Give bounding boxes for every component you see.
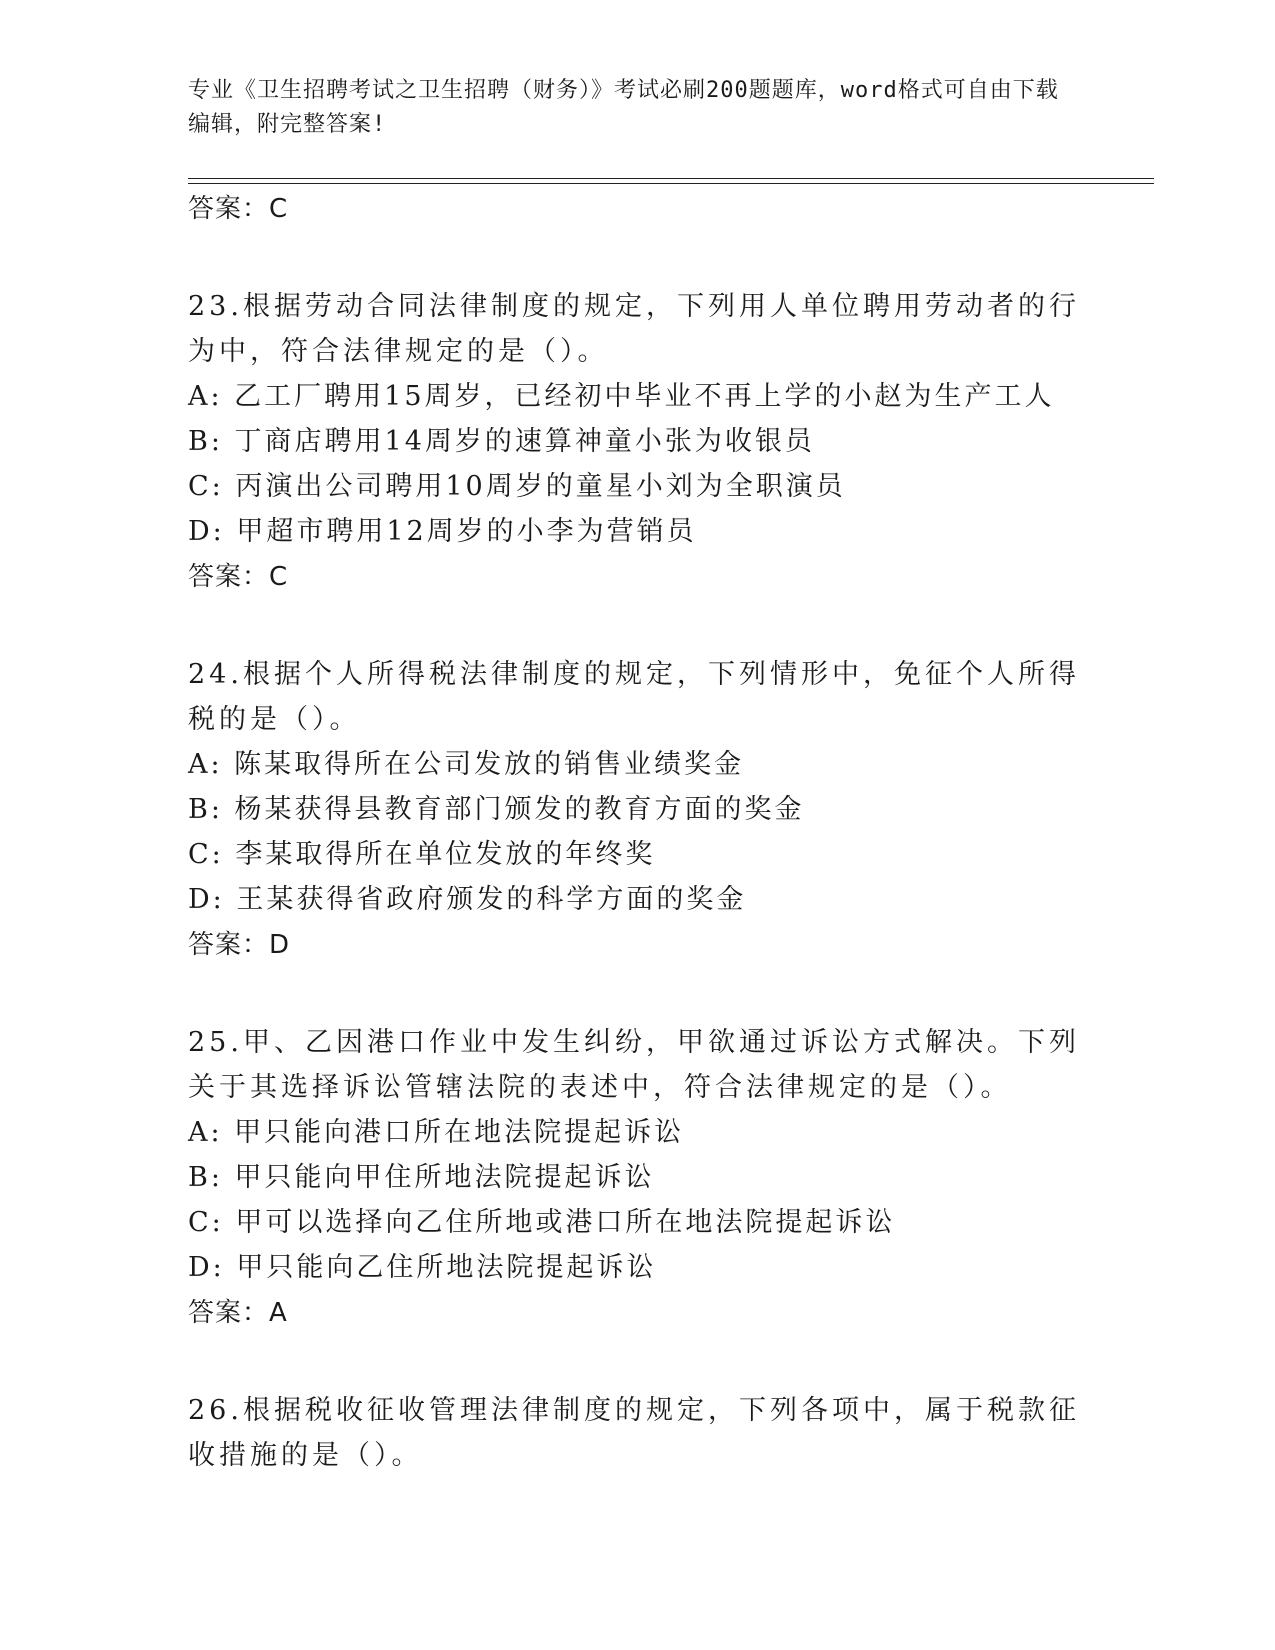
header-text: 专业《卫生招聘考试之卫生招聘（财务）》考试必刷200题题库，word格式可自由下载编辑，附完整答案! — [188, 78, 1059, 137]
answer-line: 答案：D — [188, 930, 291, 960]
option-a: A: 乙工厂聘用15周岁，已经初中毕业不再上学的小赵为生产工人 — [188, 381, 1055, 412]
option-a: A: 甲只能向港口所在地法院提起诉讼 — [188, 1117, 685, 1148]
option-a: A: 陈某取得所在公司发放的销售业绩奖金 — [188, 749, 745, 780]
answer-line: 答案：C — [188, 194, 289, 224]
question-text: 24.根据个人所得税法律制度的规定，下列情形中，免征个人所得税的是（）。 — [188, 659, 1080, 735]
answer-line: 答案：A — [188, 1298, 288, 1328]
option-d: D: 甲超市聘用12周岁的小李为营销员 — [188, 516, 697, 547]
option-c: C: 甲可以选择向乙住所地或港口所在地法院提起诉讼 — [188, 1207, 896, 1238]
question-24 — [188, 652, 1088, 968]
question-text: 25.甲、乙因港口作业中发生纠纷，甲欲通过诉讼方式解决。下列关于其选择诉讼管辖法院的表述中，符合法律规定的是（）。 — [188, 1027, 1080, 1103]
option-d: D: 甲只能向乙住所地法院提起诉讼 — [188, 1252, 657, 1283]
question-23 — [188, 284, 1088, 600]
document-header — [188, 74, 1068, 142]
option-c: C: 李某取得所在单位发放的年终奖 — [188, 839, 656, 870]
answer-line: 答案：C — [188, 562, 289, 592]
question-26 — [188, 1388, 1088, 1478]
option-b: B: 杨某获得县教育部门颁发的教育方面的奖金 — [188, 794, 805, 825]
question-25 — [188, 1020, 1088, 1336]
header-divider-top — [188, 178, 1154, 179]
document-body — [188, 186, 1088, 1478]
option-b: B: 丁商店聘用14周岁的速算神童小张为收银员 — [188, 426, 815, 457]
option-c: C: 丙演出公司聘用10周岁的童星小刘为全职演员 — [188, 471, 846, 502]
option-d: D: 王某获得省政府颁发的科学方面的奖金 — [188, 884, 747, 915]
option-b: B: 甲只能向甲住所地法院提起诉讼 — [188, 1162, 655, 1193]
question-text: 26.根据税收征收管理法律制度的规定，下列各项中，属于税款征收措施的是（）。 — [188, 1395, 1080, 1471]
question-text: 23.根据劳动合同法律制度的规定，下列用人单位聘用劳动者的行为中，符合法律规定的是（）。 — [188, 291, 1080, 367]
header-divider-bottom — [188, 183, 1154, 184]
